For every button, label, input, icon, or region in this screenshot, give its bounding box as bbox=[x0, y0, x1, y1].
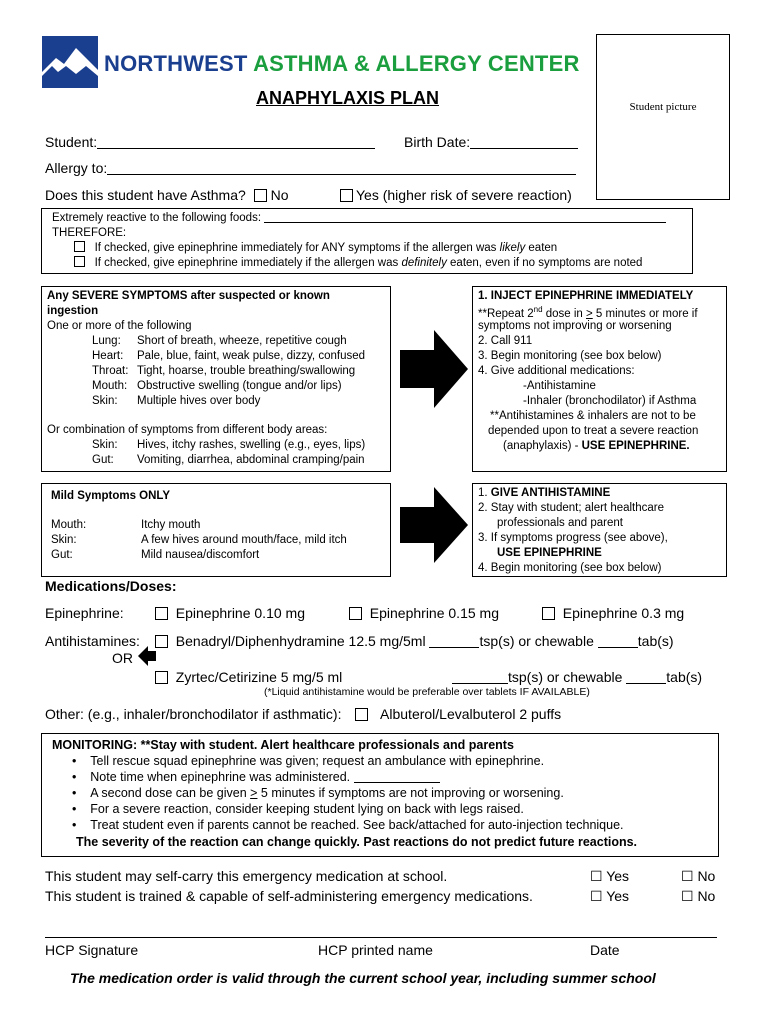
antihistamines-label: Antihistamines: bbox=[45, 633, 140, 649]
mild-symptom-text: Mild nausea/discomfort bbox=[141, 549, 260, 561]
combo-symptom-text: Hives, itchy rashes, swelling (e.g., eyes, lips) bbox=[137, 439, 366, 451]
albuterol-checkbox[interactable] bbox=[355, 708, 368, 721]
reactive-foods-input[interactable] bbox=[264, 222, 666, 223]
severe-actions-box: 1. INJECT EPINEPHRINE IMMEDIATELY **Repeat 2nd dose in > 5 minutes or more if symptoms not improving or worsening 2. Call 911 3. Begin monitoring (see box below) 4. Give additional medications: -Antihistamine -Inhaler (bronchodilator) if Asthma **Antihistamines & inhalers are not to be depended upon to treat a severe reaction (anaphylaxis) - USE EPINEPHRINE. bbox=[472, 286, 727, 472]
hcp-name-label: HCP printed name bbox=[318, 942, 433, 958]
mild-symptom-text: A few hives around mouth/face, mild itch bbox=[141, 534, 347, 546]
self-carry-no[interactable]: ☐ No bbox=[681, 868, 716, 884]
severe-symptom-text: Tight, hoarse, trouble breathing/swallowing bbox=[137, 365, 356, 377]
mild-symptom-label: Mouth: bbox=[51, 519, 87, 531]
allergy-field: Allergy to: bbox=[45, 160, 576, 176]
severe-symptom-text: Obstructive swelling (tongue and/or lips) bbox=[137, 380, 342, 392]
student-picture-box[interactable] bbox=[596, 34, 730, 200]
mild-actions-box: 1. GIVE ANTIHISTAMINE 2. Stay with student; alert healthcare professionals and parent 3. If symptoms progress (see above), USE EPINEPHRINE 4. Begin monitoring (see box below) bbox=[472, 483, 727, 577]
student-name-input[interactable] bbox=[97, 148, 375, 149]
brand-secondary: ASTHMA & ALLERGY CENTER bbox=[253, 51, 580, 76]
combo-symptom-label: Skin: bbox=[92, 439, 118, 451]
medications-heading: Medications/Doses: bbox=[45, 578, 177, 594]
zyrtec-tab-input[interactable] bbox=[626, 683, 666, 684]
epi-03-checkbox[interactable] bbox=[542, 607, 555, 620]
student-picture-label: Student picture bbox=[629, 101, 697, 113]
validity-note: The medication order is valid through the current school year, including summer school bbox=[70, 970, 656, 986]
birth-date-input[interactable] bbox=[470, 148, 578, 149]
other-meds: Other: (e.g., inhaler/bronchodilator if asthmatic): Albuterol/Levalbuterol 2 puffs bbox=[45, 706, 562, 722]
severe-symptom-text: Pale, blue, faint, weak pulse, dizzy, confused bbox=[137, 350, 366, 362]
date-label: Date bbox=[590, 942, 620, 958]
mild-symptoms-box: Mild Symptoms ONLY Mouth: Itchy mouth Skin: A few hives around mouth/face, mild itch Gut: Mild nausea/discomfort bbox=[41, 483, 391, 577]
monitoring-box: MONITORING: **Stay with student. Alert healthcare professionals and parents • Tell rescue squad epinephrine was given; request an ambulance with epinephrine. • Note time when epinephrine was administered. • A second dose can be given > 5 minutes if symptoms are not improving or worsening. • For a severe reaction, consider keeping student lying on back with legs raised. • Treat student even if parents cannot be reached. See back/attached for auto-injection technique. The severity of the reaction can change quickly. Past reactions do not predict future reactions. bbox=[41, 733, 719, 857]
severe-symptom-label: Mouth: bbox=[92, 380, 128, 392]
likely-eaten-checkbox[interactable] bbox=[74, 241, 85, 252]
asthma-no-checkbox[interactable] bbox=[254, 189, 267, 202]
allergy-input[interactable] bbox=[107, 174, 576, 175]
severe-symptoms-box: Any SEVERE SYMPTOMS after suspected or known ingestion One or more of the following Lung: Short of breath, wheeze, repetitive cough Heart: Pale, blue, faint, weak pulse, dizzy, confused Throat: Tight, hoarse, trouble breathing/swallowing Mouth: Obstructive swelling (tongue and/or lips) Skin: Multiple hives over body Or combination of symptoms from different body areas: Skin: Hives, itchy rashes, swelling (e.g., eyes, lips) Gut: Vomiting, diarrhea, abdominal cramping/pain bbox=[41, 286, 391, 472]
brand-primary: NORTHWEST bbox=[104, 51, 248, 76]
self-carry-question: This student may self-carry this emergency medication at school. bbox=[45, 868, 448, 884]
mild-symptom-text: Itchy mouth bbox=[141, 519, 201, 531]
birth-date-field: Birth Date: bbox=[404, 134, 578, 150]
mild-symptom-label: Gut: bbox=[51, 549, 73, 561]
severe-symptom-label: Skin: bbox=[92, 395, 118, 407]
hcp-signature-label: HCP Signature bbox=[45, 942, 139, 958]
self-admin-no[interactable]: ☐ No bbox=[681, 888, 716, 904]
mild-symptom-label: Skin: bbox=[51, 534, 77, 546]
epinephrine-label: Epinephrine: bbox=[45, 605, 124, 621]
epi-010-option: Epinephrine 0.10 mg bbox=[155, 605, 305, 621]
reactive-foods-box: Extremely reactive to the following foods: THEREFORE: If checked, give epinephrine immediately for ANY symptoms if the allergen was likely eaten If checked, give epinephrine immediately if the allergen was definitely eaten, even if no symptoms are noted bbox=[41, 208, 693, 274]
student-field: Student: bbox=[45, 134, 375, 150]
liquid-note: (*Liquid antihistamine would be preferable over tablets IF AVAILABLE) bbox=[264, 686, 590, 698]
self-admin-yes[interactable]: ☐ Yes bbox=[590, 888, 630, 904]
severe-symptom-text: Short of breath, wheeze, repetitive cough bbox=[137, 335, 347, 347]
zyrtec-option: Zyrtec/Cetirizine 5 mg/5 ml bbox=[155, 669, 342, 685]
zyrtec-dose: tsp(s) or chewable tab(s) bbox=[452, 669, 702, 685]
or-label: OR bbox=[112, 650, 133, 666]
zyrtec-tsp-input[interactable] bbox=[452, 683, 508, 684]
epi-time-input[interactable] bbox=[354, 782, 440, 783]
epi-03-option: Epinephrine 0.3 mg bbox=[542, 605, 684, 621]
epi-010-checkbox[interactable] bbox=[155, 607, 168, 620]
page-title: ANAPHYLAXIS PLAN bbox=[256, 88, 440, 108]
epi-015-option: Epinephrine 0.15 mg bbox=[349, 605, 499, 621]
self-admin-question: This student is trained & capable of self-administering emergency medications. bbox=[45, 888, 533, 904]
mountain-logo-icon bbox=[42, 36, 98, 88]
definitely-eaten-checkbox[interactable] bbox=[74, 256, 85, 267]
asthma-yes-checkbox[interactable] bbox=[340, 189, 353, 202]
logo bbox=[42, 36, 98, 88]
severe-symptom-label: Lung: bbox=[92, 335, 121, 347]
combo-symptom-label: Gut: bbox=[92, 454, 114, 466]
zyrtec-checkbox[interactable] bbox=[155, 671, 168, 684]
severe-symptom-label: Throat: bbox=[92, 365, 129, 377]
self-carry-yes[interactable]: ☐ Yes bbox=[590, 868, 630, 884]
benadryl-tsp-input[interactable] bbox=[429, 647, 479, 648]
brand-name bbox=[104, 51, 580, 77]
combo-symptom-text: Vomiting, diarrhea, abdominal cramping/pain bbox=[137, 454, 365, 466]
severe-symptom-text: Multiple hives over body bbox=[137, 395, 261, 407]
severe-symptom-label: Heart: bbox=[92, 350, 124, 362]
benadryl-option: Benadryl/Diphenhydramine 12.5 mg/5ml tsp(s) or chewable tab(s) bbox=[155, 633, 674, 649]
severe-arrow-icon bbox=[400, 330, 470, 413]
asthma-question: Does this student have Asthma? No bbox=[45, 187, 289, 203]
asthma-yes-option: Yes (higher risk of severe reaction) bbox=[340, 187, 572, 203]
mild-arrow-icon bbox=[400, 487, 470, 568]
signature-line[interactable] bbox=[45, 937, 717, 938]
benadryl-tab-input[interactable] bbox=[598, 647, 638, 648]
epi-015-checkbox[interactable] bbox=[349, 607, 362, 620]
